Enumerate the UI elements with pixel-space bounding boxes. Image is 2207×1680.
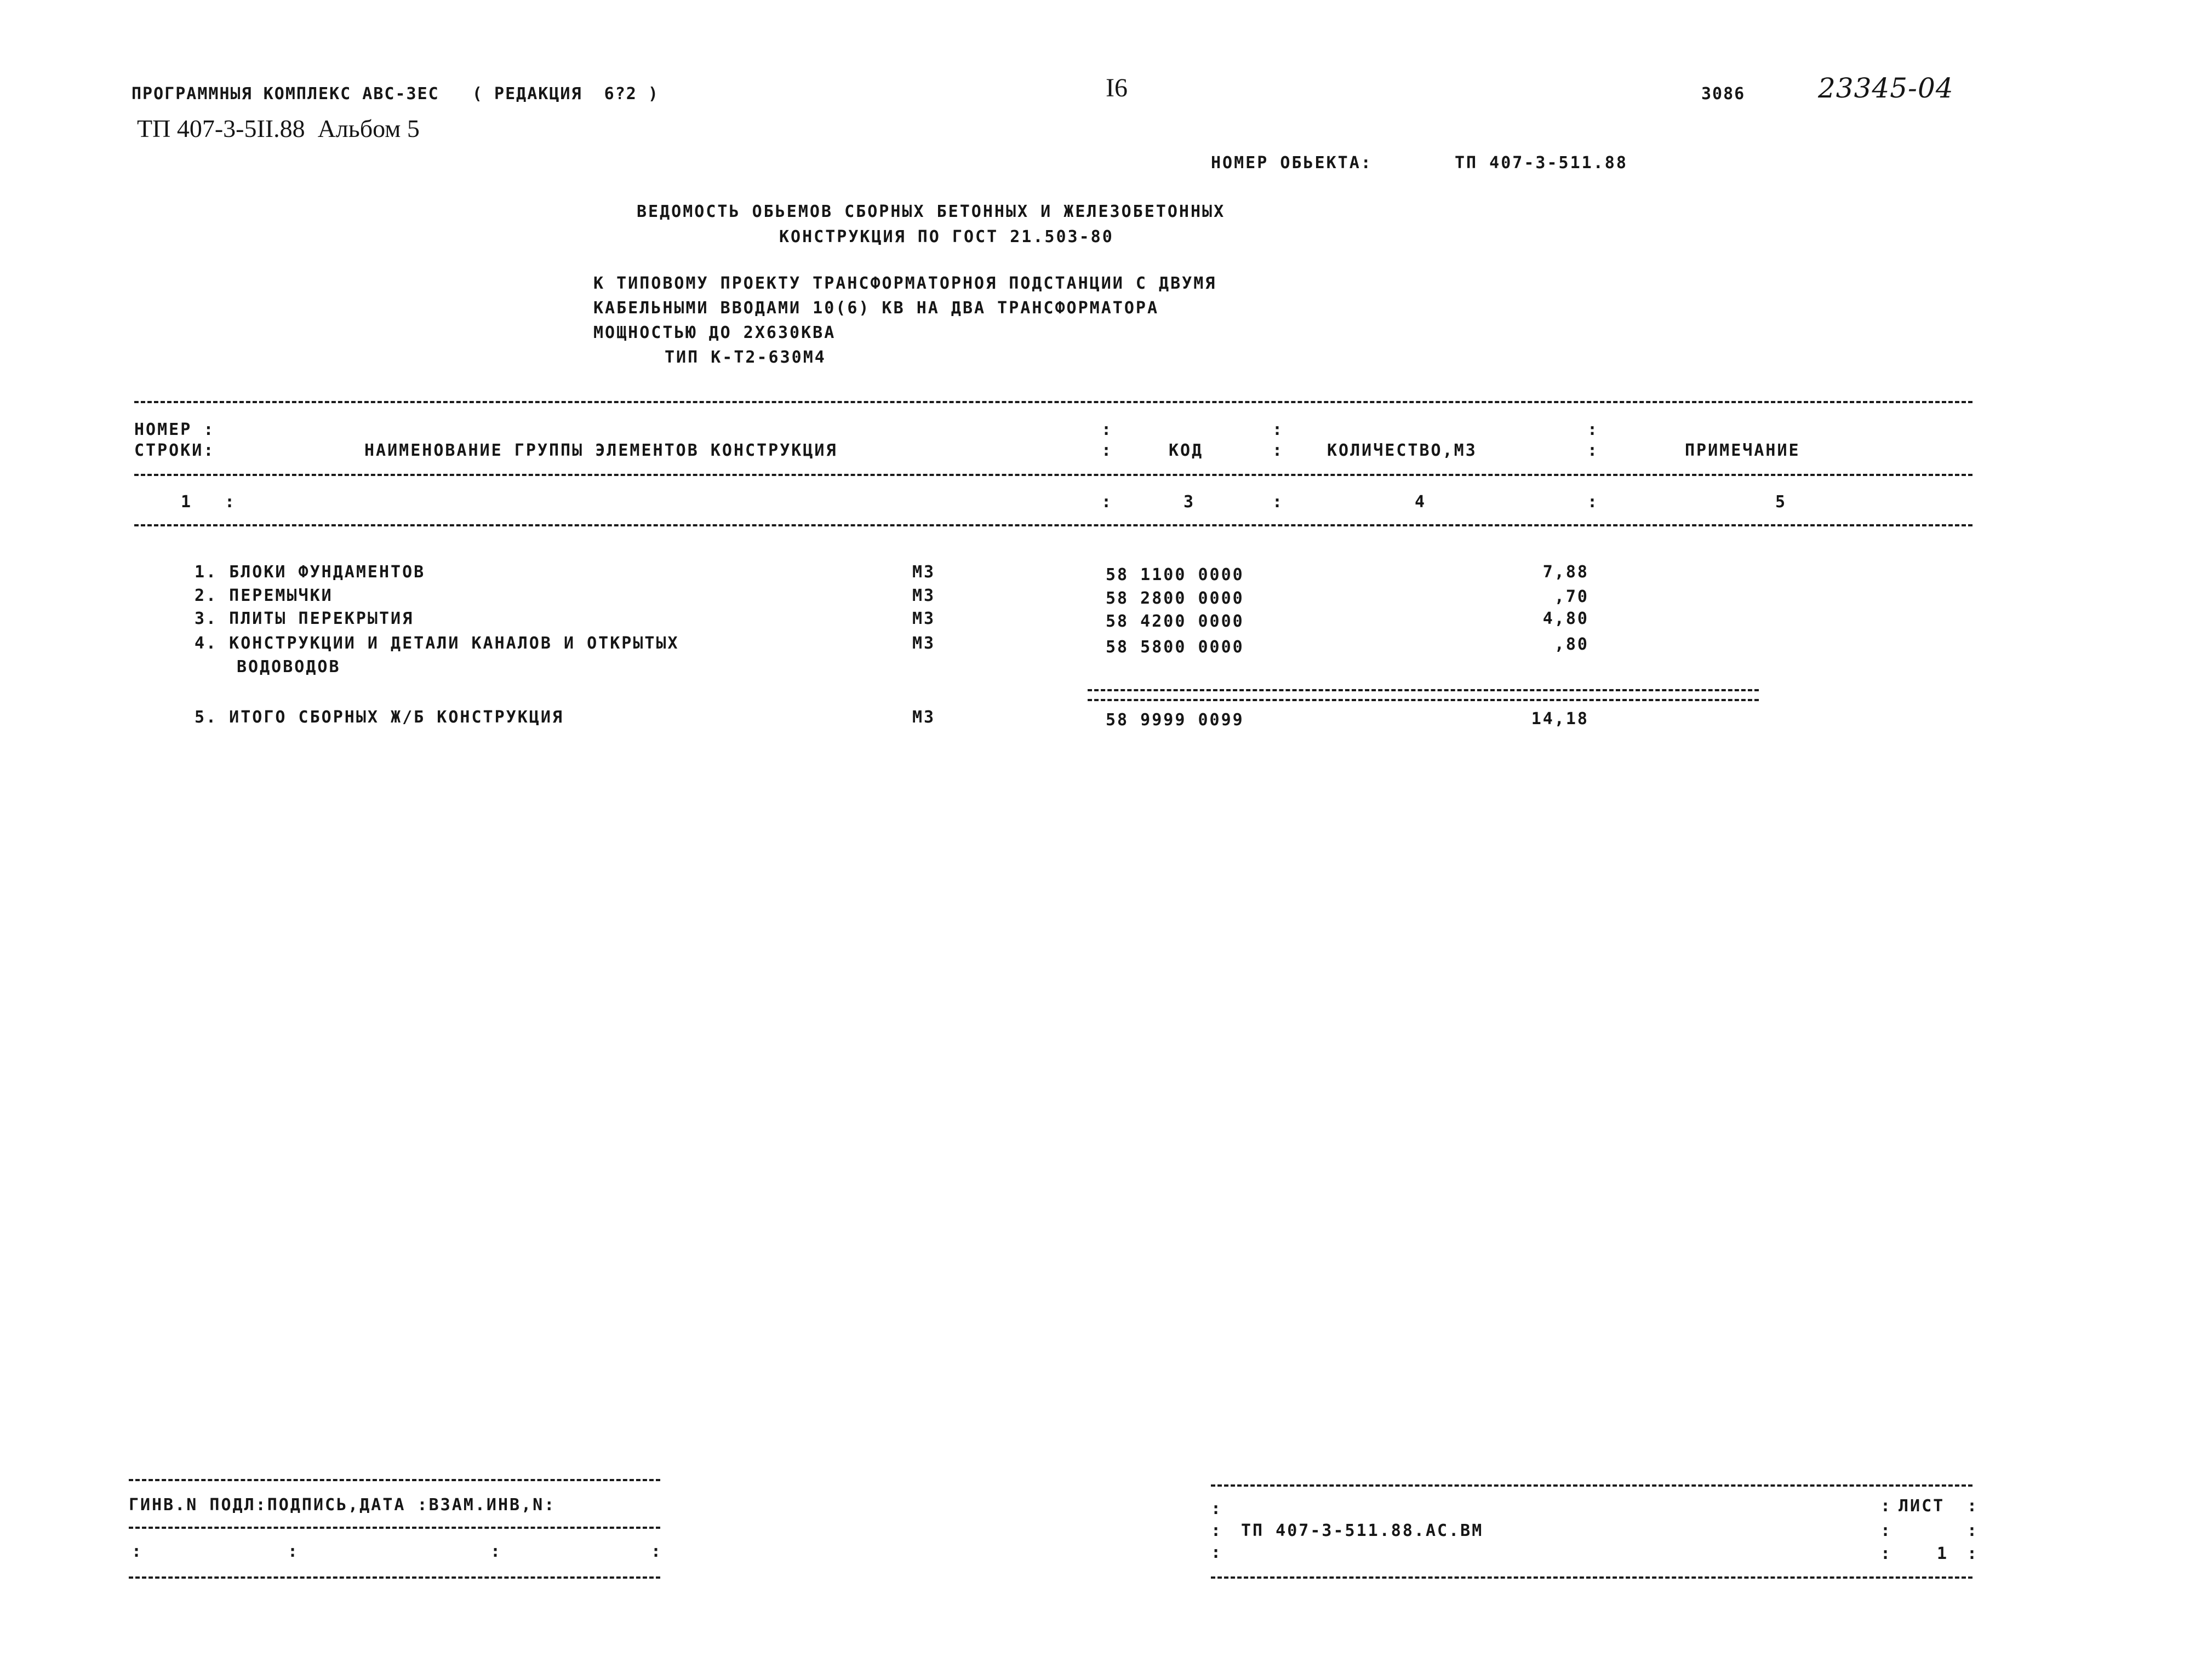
row-code: 58 1100 0000 xyxy=(1106,565,1244,584)
approval-bottom-rule xyxy=(129,1576,660,1579)
document-id: ТП 407-3-511.88.АС.ВМ xyxy=(1241,1521,1484,1540)
header-separator: : xyxy=(1101,420,1113,439)
row-code: 58 5800 0000 xyxy=(1106,638,1244,657)
total-unit: М3 xyxy=(912,708,936,727)
subtitle-line-1: К ТИПОВОМУ ПРОЕКТУ ТРАНСФОРМАТОРНОЯ ПОДСТАНЦИИ С ДВУМЯ xyxy=(593,274,1217,293)
sheet-separator: : xyxy=(1880,1544,1892,1563)
approval-mid-rule xyxy=(129,1527,660,1529)
row-code: 58 4200 0000 xyxy=(1106,612,1244,631)
stamp-bottom-rule xyxy=(1211,1576,1972,1579)
column-separator: : xyxy=(1272,492,1284,512)
total-quantity: 14,18 xyxy=(1531,709,1589,729)
sheet-separator: : xyxy=(1880,1521,1892,1540)
sheet-separator: : xyxy=(1967,1521,1979,1540)
header-code: КОД xyxy=(1169,441,1204,460)
header-name: НАИМЕНОВАНИЕ ГРУППЫ ЭЛЕМЕНТОВ КОНСТРУКЦИЯ xyxy=(364,441,838,460)
object-label: НОМЕР ОБЬЕКТА: xyxy=(1211,153,1373,173)
sheet-separator: : xyxy=(1967,1544,1979,1563)
column-number: 4 xyxy=(1415,492,1427,512)
stamp-separator: : xyxy=(1211,1543,1223,1562)
row-unit: М3 xyxy=(912,563,936,582)
column-number: 1 xyxy=(181,492,193,512)
sheet-number: 1 xyxy=(1937,1544,1949,1563)
subtitle-line-4: ТИП К-Т2-630М4 xyxy=(665,348,826,367)
approval-header: ГИНВ.N ПОДЛ:ПОДПИСЬ,ДАТА :ВЗАМ.ИНВ,N: xyxy=(129,1495,556,1515)
header-separator: : xyxy=(1587,420,1599,439)
sheet-separator: : xyxy=(1967,1496,1979,1516)
program-header: ПРОГРАММНЫЯ КОМПЛЕКС АВС-ЗЕС ( РЕДАКЦИЯ 6?2 ) xyxy=(131,84,659,104)
header-separator: : xyxy=(1101,441,1113,460)
column-separator: : xyxy=(1101,492,1113,512)
header-separator: : xyxy=(1587,441,1599,460)
approval-top-rule xyxy=(129,1479,660,1481)
stamp-top-rule xyxy=(1211,1484,1972,1487)
stamp-number: 23345-04 xyxy=(1818,72,1954,104)
stamp-separator: : xyxy=(1211,1521,1223,1540)
row-quantity: ,70 xyxy=(1554,587,1589,606)
column-separator: : xyxy=(225,492,237,512)
column-number: 3 xyxy=(1183,492,1196,512)
row-code: 58 2800 0000 xyxy=(1106,589,1244,608)
table-top-rule xyxy=(134,401,1972,403)
title-line-1: ВЕДОМОСТЬ ОБЬЕМОВ СБОРНЫХ БЕТОННЫХ И ЖЕЛЕЗОБЕТОННЫХ xyxy=(637,202,1226,221)
doc-code: 3086 xyxy=(1701,84,1746,104)
row-unit: М3 xyxy=(912,586,936,605)
page-number: I6 xyxy=(1106,73,1128,102)
row-name: 3. ПЛИТЫ ПЕРЕКРЫТИЯ xyxy=(195,609,414,628)
row-name: 4. КОНСТРУКЦИИ И ДЕТАЛИ КАНАЛОВ И ОТКРЫТЫХ xyxy=(195,634,679,653)
header-rule xyxy=(134,474,1972,476)
approval-separator: : xyxy=(131,1542,144,1561)
row-name: 1. БЛОКИ ФУНДАМЕНТОВ xyxy=(195,563,426,582)
row-unit: М3 xyxy=(912,609,936,628)
sheet-label: ЛИСТ xyxy=(1899,1496,1945,1516)
header-row-number-1: НОМЕР : xyxy=(134,420,215,439)
header-row-number-2: СТРОКИ: xyxy=(134,441,215,460)
header-separator: : xyxy=(1272,420,1284,439)
row-name: 2. ПЕРЕМЫЧКИ xyxy=(195,586,333,605)
total-code: 58 9999 0099 xyxy=(1106,710,1244,730)
header-quantity: КОЛИЧЕСТВО,М3 xyxy=(1327,441,1477,460)
header-note: ПРИМЕЧАНИЕ xyxy=(1685,441,1800,460)
title-line-2: КОНСТРУКЦИЯ ПО ГОСТ 21.503-80 xyxy=(779,227,1114,246)
header-separator: : xyxy=(1272,441,1284,460)
row-quantity: 7,88 xyxy=(1542,563,1589,582)
row-quantity: ,80 xyxy=(1554,635,1589,654)
row-quantity: 4,80 xyxy=(1542,609,1589,628)
album-title: ТП 407-3-5II.88 Альбом 5 xyxy=(137,114,420,142)
subtitle-line-2: КАБЕЛЬНЫМИ ВВОДАМИ 10(6) КВ НА ДВА ТРАНСФОРМАТОРА xyxy=(593,299,1159,318)
row-name-continued: ВОДОВОДОВ xyxy=(237,657,341,676)
stamp-separator: : xyxy=(1211,1499,1223,1518)
approval-separator: : xyxy=(651,1542,663,1561)
row-unit: М3 xyxy=(912,634,936,653)
total-double-rule xyxy=(1088,689,1759,701)
sheet-separator: : xyxy=(1880,1496,1892,1516)
total-name: 5. ИТОГО СБОРНЫХ Ж/Б КОНСТРУКЦИЯ xyxy=(195,708,564,727)
subtitle-line-3: МОЩНОСТЬЮ ДО 2Х630КВА xyxy=(593,323,836,342)
object-value: ТП 407-3-511.88 xyxy=(1455,153,1628,173)
column-number: 5 xyxy=(1775,492,1787,512)
column-separator: : xyxy=(1587,492,1599,512)
approval-separator: : xyxy=(288,1542,300,1561)
approval-separator: : xyxy=(490,1542,502,1561)
column-number-rule xyxy=(134,524,1972,526)
